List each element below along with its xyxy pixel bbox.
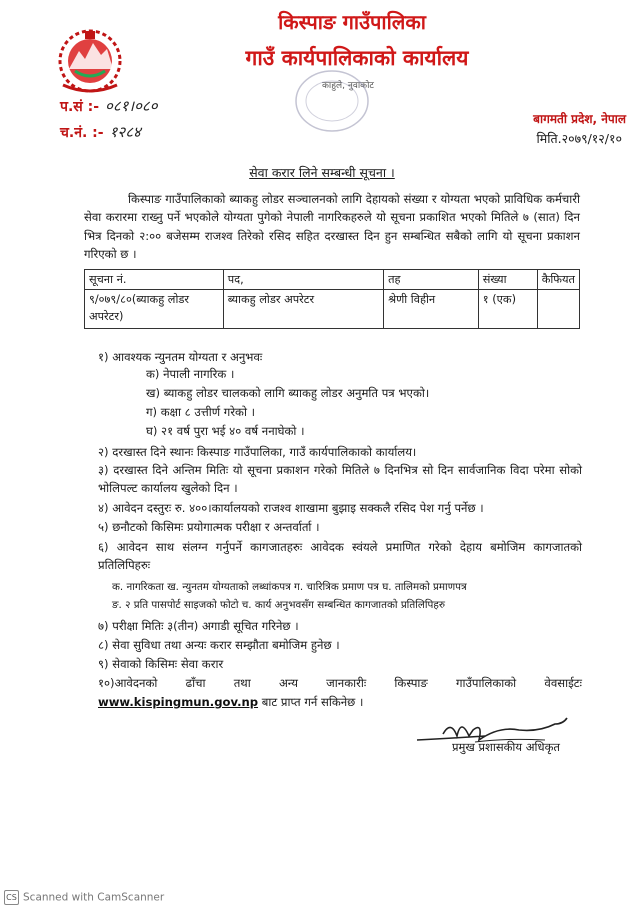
requirement-item: घ) २१ वर्ष पुरा भई ४० वर्ष ननाघेको ।: [146, 424, 305, 438]
table-header: कैफियत: [537, 270, 579, 290]
section-exam-date: ७) परीक्षा मितिः ३(तीन) अगाडी सूचित गरिनेछ ।: [98, 619, 299, 633]
notice-date: मिति.२०७९/१२/१०: [536, 131, 622, 146]
province: बागमती प्रदेश, नेपाल: [533, 112, 626, 126]
section-benefits: ८) सेवा सुविधा तथा अन्यः करार सम्झौता बमोजिम हुनेछ ।: [98, 638, 340, 652]
table-cell: ९/०७९/८०(ब्याकहु लोडर अपरेटर): [85, 290, 224, 329]
section-selection: ५) छनौटको किसिमः प्रयोगात्मक परीक्षा र अन्तर्वार्ता ।: [98, 520, 320, 534]
vacancy-table: [84, 269, 580, 329]
table-header: सूचना नं.: [85, 270, 224, 290]
section-fee: ४) आवेदन दस्तुरः रु. ४००।कार्यालयको राजश्व शाखामा बुझाइ सक्कलै रसिद पेश गर्नु पर्नेछ ।: [98, 501, 484, 515]
section-service-type: ९) सेवाको किसिमः सेवा करार: [98, 657, 224, 671]
office-address: काहुले, नुवाकोट: [322, 81, 374, 91]
office-name: गाउँ कार्यपालिकाको कार्यालय: [245, 46, 469, 70]
documents-list-1: क. नागरिकता ख. न्युनतम योग्यताको लब्धांकपत्र ग. चारित्रिक प्रमाण पत्र घ. तालिमको प्रमाणपत्र: [112, 581, 467, 593]
requirements-heading: १) आवश्यक न्युनतम योग्यता र अनुभवः: [98, 350, 263, 364]
section-documents: ६) आवेदन साथ संलग्न गर्नुपर्ने कागजातहरुः आवेदक स्वंयले प्रमाणित गरेको देहाय बमोजिम कागजातको प्रतिलिपिहरुः: [98, 540, 582, 572]
section-apply-place: २) दरखास्त दिने स्थानः किस्पाङ गाउँपालिका, गाउँ कार्यपालिकाको कार्यालय।: [98, 445, 417, 459]
requirement-item: ग) कक्षा ८ उत्तीर्ण गरेको ।: [146, 405, 256, 419]
table-row: [85, 290, 580, 329]
requirement-item: क) नेपाली नागरिक ।: [146, 367, 235, 381]
ps-value: ०८१।०८०: [105, 97, 158, 115]
camscanner-icon: CS: [4, 890, 19, 905]
table-header-row: [85, 270, 580, 290]
table-header: संख्या: [478, 270, 537, 290]
cn-label: च.नं. :-: [60, 125, 104, 141]
camscanner-watermark: [4, 890, 164, 905]
table-cell: १ (एक): [478, 290, 537, 329]
notice-title: सेवा करार लिने सम्बन्धी सूचना ।: [249, 165, 395, 180]
org-name: किस्पाङ गाउँपालिका: [278, 10, 426, 34]
cn-number: [60, 122, 141, 142]
notice-intro: किस्पाङ गाउँपालिकाको ब्याकहु लोडर सञ्चालनको लागि देहायको संख्या र योग्यता भएको प्राविधिक कर्मचारी सेवा करारमा राख्नु पर्ने भएकोले योग्यता पुगेको नेपाली नागरिकहरुले यो सूचना प्रकाशित भएको मितिले ७ (सात) दिन भित्र दिनको २:०० बजेसम्म राजश्व तिरेको रसिद सहित दरखास्त दिन हुन सम्बन्धित सबैको लागि यो सूचना प्रकाशन गरिएको छ ।: [84, 192, 580, 261]
website-link[interactable]: www.kispingmun.gov.np: [98, 695, 259, 709]
office-stamp-icon: [292, 66, 372, 136]
ps-number: [60, 96, 158, 116]
camscanner-text: Scanned with CamScanner: [23, 891, 165, 904]
table-cell: [537, 290, 579, 329]
signatory-title: प्रमुख प्रशासकीय अधिकृत: [452, 740, 560, 754]
website-tail: बाट प्राप्त गर्न सकिनेछ ।: [258, 695, 364, 709]
requirement-item: ख) ब्याकहु लोडर चालकको लागि ब्याकहु लोडर अनुमति पत्र भएको।: [146, 386, 430, 400]
table-cell: ब्याकहु लोडर अपरेटर: [223, 290, 383, 329]
documents-list-2: ङ. २ प्रति पासपोर्ट साइजको फोटो च. कार्य अनुभवसँग सम्बन्धित कागजातको प्रतिलिपिहरु: [112, 599, 446, 611]
ps-label: प.सं :-: [60, 99, 100, 115]
section-form-info: १०)आवेदनको ढाँचा तथा अन्य जानकारीः किस्पाङ गाउँपालिकाको वेवसाईटः: [98, 676, 582, 690]
table-cell: श्रेणी विहीन: [384, 290, 479, 329]
section-deadline: ३) दरखास्त दिने अन्तिम मितिः यो सूचना प्रकाशन गरेको मितिले ७ दिनभित्र सो दिन सार्वजानिक विदा परेमा सोको भोलिपल्ट कार्यालय खुलेको दिन ।: [98, 463, 582, 495]
table-header: पद,: [223, 270, 383, 290]
table-header: तह: [384, 270, 479, 290]
cn-value: १२८४: [109, 123, 141, 141]
